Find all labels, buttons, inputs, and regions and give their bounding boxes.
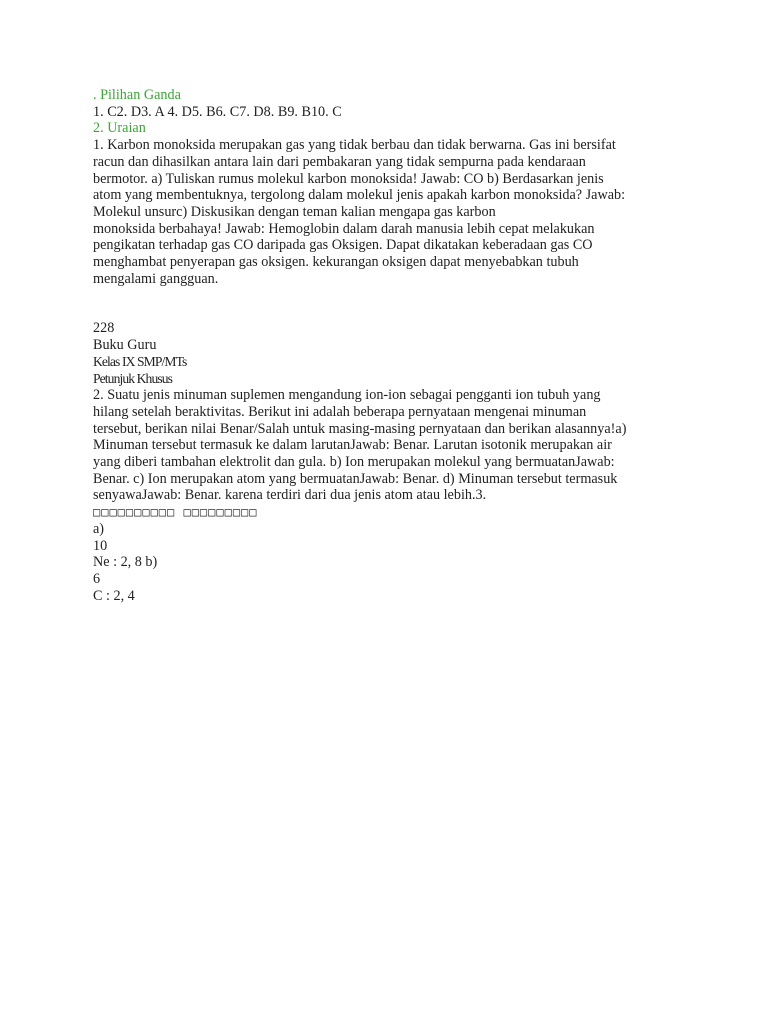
answer-line: C : 2, 4	[93, 587, 135, 604]
paragraph-line: yang diberi tambahan elektrolit dan gula. b) Ion merupakan molekul yang bermuatanJawab:	[93, 454, 615, 471]
paragraph-line: atom yang membentuknya, tergolong dalam molekul jenis apakah karbon monoksida? Jawab:	[93, 187, 626, 204]
question-3	[93, 504, 693, 604]
paragraph-line: menghambat penyerapan gas oksigen. kekurangan oksigen dapat menyebabkan tubuh	[93, 254, 579, 271]
paragraph-line: Molekul unsurc) Diskusikan dengan teman kalian mengapa gas karbon	[93, 203, 496, 220]
page-footer-block	[93, 320, 693, 387]
section-heading-uraian: 2. Uraian	[93, 120, 146, 137]
book-title: Buku Guru	[93, 337, 157, 354]
garbled-text: □□□□□□□□□□ □□□□□□□□□	[93, 505, 258, 520]
paragraph-line: 1. Karbon monoksida merupakan gas yang tidak berbau dan tidak berwarna. Gas ini bersifat	[93, 137, 616, 154]
paragraph-line: senyawaJawab: Benar. karena terdiri dari dua jenis atom atau lebih.3.	[93, 487, 487, 504]
answer-line: 10	[93, 537, 108, 554]
page-number: 228	[93, 320, 115, 337]
paragraph-line: hilang setelah beraktivitas. Berikut ini adalah beberapa pernyataan mengenai minuman	[93, 403, 587, 420]
section-heading-pilihan-ganda: . Pilihan Ganda	[93, 87, 181, 103]
spacer	[93, 287, 693, 320]
paragraph-line: pengikatan terhadap gas CO daripada gas Oksigen. Dapat dikatakan keberadaan gas CO	[93, 237, 593, 254]
paragraph-line: mengalami gangguan.	[93, 270, 219, 287]
paragraph-line: tersebut, berikan nilai Benar/Salah untuk masing-masing pernyataan dan berikan alasannya!a)	[93, 420, 627, 437]
paragraph-line: monoksida berbahaya! Jawab: Hemoglobin dalam darah manusia lebih cepat melakukan	[93, 220, 595, 237]
paragraph-line: bermotor. a) Tuliskan rumus molekul karbon monoksida! Jawab: CO b) Berdasarkan jenis	[93, 170, 604, 187]
paragraph-line: racun dan dihasilkan antara lain dari pembakaran yang tidak sempurna pada kendaraan	[93, 153, 586, 170]
class-label: Kelas IX SMP/MTs	[93, 353, 187, 369]
paragraph-line: Benar. c) Ion merupakan atom yang bermuatanJawab: Benar. d) Minuman tersebut termasuk	[93, 470, 618, 487]
paragraph-line: Minuman tersebut termasuk ke dalam larutanJawab: Benar. Larutan isotonik merupakan air	[93, 437, 612, 454]
multiple-choice-answers: 1. C2. D3. A 4. D5. B6. C7. D8. B9. B10. C	[93, 103, 342, 120]
uraian-question-1	[93, 137, 693, 287]
answer-line: a)	[93, 520, 105, 537]
section-label: Petunjuk Khusus	[93, 370, 173, 386]
answer-line: 6	[93, 570, 101, 587]
question-2	[93, 387, 693, 504]
answer-line: Ne : 2, 8 b)	[93, 554, 158, 571]
document-page	[93, 87, 693, 604]
paragraph-line: 2. Suatu jenis minuman suplemen mengandung ion-ion sebagai pengganti ion tubuh yang	[93, 387, 601, 404]
